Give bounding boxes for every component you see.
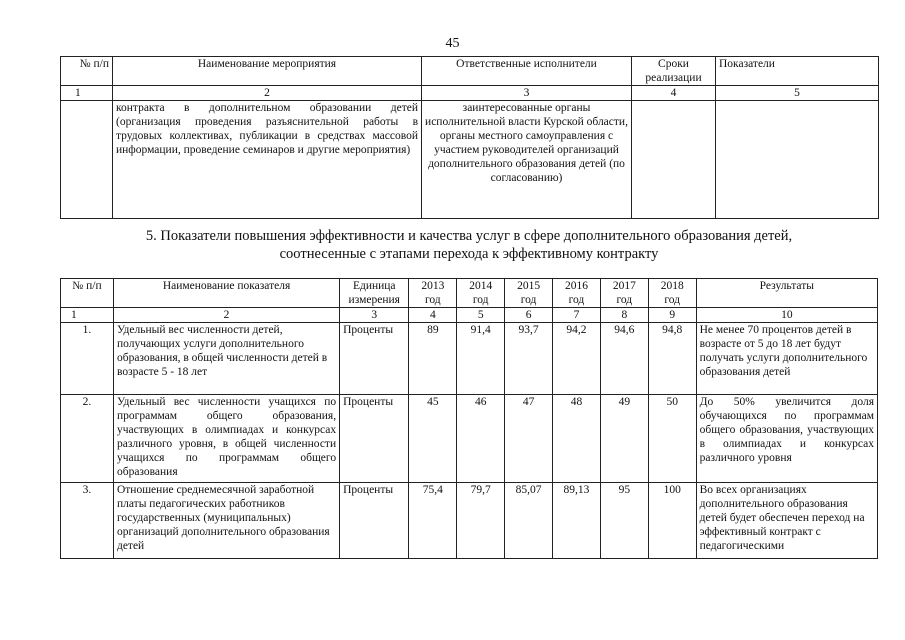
value-2016: 48: [553, 395, 601, 483]
value-2015: 93,7: [505, 323, 553, 395]
value-2018: 100: [648, 483, 696, 559]
value-2014: 79,7: [457, 483, 505, 559]
indicator-name: Удельный вес численности детей, получающих услуги дополнительного образования, в общей численности детей в возрасте 5 - 18 лет: [113, 323, 339, 395]
value-2014: 46: [457, 395, 505, 483]
col-header-number: № п/п: [61, 57, 113, 86]
value-2015: 85,07: [505, 483, 553, 559]
value-2014: 91,4: [457, 323, 505, 395]
value-2018: 50: [648, 395, 696, 483]
timing-text: [632, 101, 716, 219]
col-header-2014: 2014 год: [457, 279, 505, 308]
col-number: 9: [648, 308, 696, 323]
col-header-indicators: Показатели: [716, 57, 879, 86]
value-2017: 94,6: [600, 323, 648, 395]
unit: Проценты: [340, 395, 409, 483]
page-number: 45: [445, 36, 460, 51]
row-number: 3.: [61, 483, 114, 559]
col-number: 5: [457, 308, 505, 323]
col-number: 2: [113, 86, 422, 101]
col-header-timing: Сроки реализации: [632, 57, 716, 86]
table-row: [61, 395, 878, 483]
column-number-row: [61, 308, 878, 323]
value-2013: 45: [409, 395, 457, 483]
col-header-2016: 2016 год: [553, 279, 601, 308]
col-header-2015: 2015 год: [505, 279, 553, 308]
indicators-table: [60, 278, 878, 559]
table-row: [61, 101, 879, 219]
value-2017: 95: [600, 483, 648, 559]
col-number: 4: [409, 308, 457, 323]
unit: Проценты: [340, 483, 409, 559]
col-header-2018: 2018 год: [648, 279, 696, 308]
value-2016: 89,13: [553, 483, 601, 559]
unit: Проценты: [340, 323, 409, 395]
col-number: 1: [61, 308, 114, 323]
col-header-responsible: Ответственные исполнители: [422, 57, 632, 86]
col-number: 2: [113, 308, 339, 323]
value-2017: 49: [600, 395, 648, 483]
col-number: 3: [340, 308, 409, 323]
table-row: [61, 483, 878, 559]
table-header-row: [61, 57, 879, 86]
result-text: Во всех организациях дополнительного образования детей будет обеспечен переход на эффективный контракт с педагогическими: [696, 483, 877, 559]
col-number: 3: [422, 86, 632, 101]
row-number: [61, 101, 113, 219]
col-number: 8: [600, 308, 648, 323]
col-number: 1: [61, 86, 113, 101]
value-2013: 75,4: [409, 483, 457, 559]
col-header-2017: 2017 год: [600, 279, 648, 308]
col-header-unit: Единица измерения: [340, 279, 409, 308]
indicator-name: Удельный вес численности учащихся по программам общего образования, участвующих в олимпиадах и конкурсах различного уровня, в общей численности учащихся по программам общего образования: [113, 395, 339, 483]
col-header-activity: Наименование мероприятия: [113, 57, 422, 86]
value-2018: 94,8: [648, 323, 696, 395]
indicator-name: Отношение среднемесячной заработной платы педагогических работников государственных (муниципальных) организаций дополнительного образования детей: [113, 483, 339, 559]
row-number: 2.: [61, 395, 114, 483]
indicators-text: [716, 101, 879, 219]
col-header-2013: 2013 год: [409, 279, 457, 308]
section-heading-line1: 5. Показатели повышения эффективности и качества услуг в сфере дополнительного образования детей,: [145, 228, 793, 244]
col-header-results: Результаты: [696, 279, 877, 308]
col-header-indicator-name: Наименование показателя: [113, 279, 339, 308]
value-2013: 89: [409, 323, 457, 395]
responsible-text: заинтересованные органы исполнительной власти Курской области, органы местного самоуправления с участием руководителей организаций дополнительного образования детей (по согласованию): [422, 101, 632, 219]
activities-table: [60, 56, 879, 219]
table-header-row: [61, 279, 878, 308]
table-row: [61, 323, 878, 395]
col-number: 5: [716, 86, 879, 101]
row-number: 1.: [61, 323, 114, 395]
column-number-row: [61, 86, 879, 101]
section-heading-line2: соотнесенные с этапами перехода к эффективному контракту: [279, 246, 659, 262]
col-number: 7: [553, 308, 601, 323]
activity-text: контракта в дополнительном образовании детей (организация проведения разъяснительной работы в трудовых коллективах, публикации в средствах массовой информации, проведение семинаров и другие мероприятия): [113, 101, 422, 219]
value-2015: 47: [505, 395, 553, 483]
section-heading: [60, 227, 878, 263]
col-number: 10: [696, 308, 877, 323]
col-number: 6: [505, 308, 553, 323]
col-number: 4: [632, 86, 716, 101]
value-2016: 94,2: [553, 323, 601, 395]
result-text: Не менее 70 процентов детей в возрасте от 5 до 18 лет будут получать услуги дополнительного образования детей: [696, 323, 877, 395]
col-header-number: № п/п: [61, 279, 114, 308]
result-text: До 50% увеличится доля обучающихся по программам общего образования, участвующих в олимпиадах и конкурсах различного уровня: [696, 395, 877, 483]
